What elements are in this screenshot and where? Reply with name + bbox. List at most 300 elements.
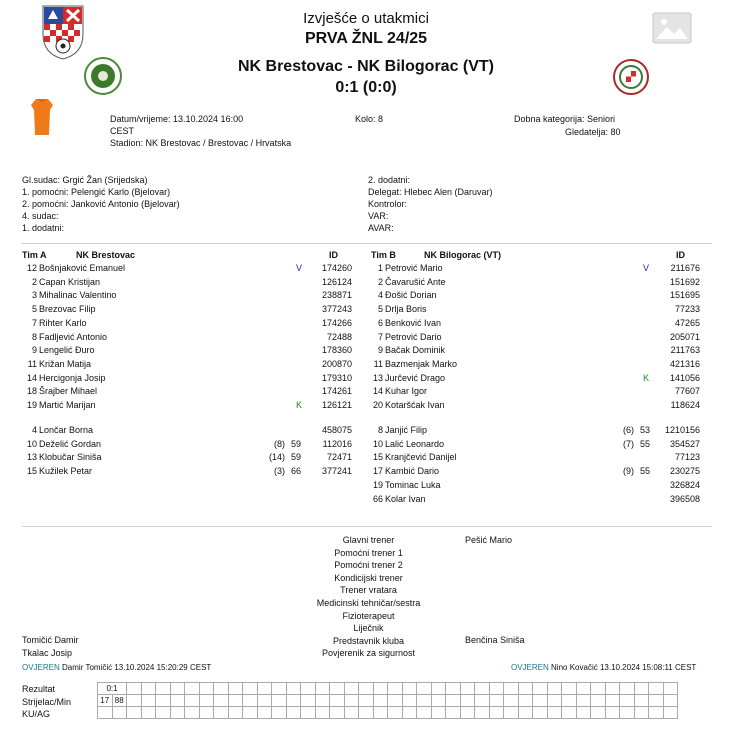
- staff-role: Medicinski tehničar/sestra: [316, 597, 421, 608]
- grid-cell: [417, 683, 432, 695]
- substitute-row: [368, 479, 700, 492]
- player-role-mark: K: [643, 372, 650, 383]
- official-line: AVAR:: [368, 223, 394, 233]
- player-number: 7: [377, 331, 383, 342]
- player-name: Čavarušić Ante: [385, 276, 446, 287]
- player-id: 238871: [321, 290, 352, 301]
- player-name: Rihter Karlo: [39, 317, 87, 328]
- player-name: Kolar Ivan: [385, 493, 426, 504]
- staff-role: Fizioterapeut: [342, 610, 395, 621]
- team-a-label: Tim A: [22, 250, 47, 260]
- grid-cell: [417, 707, 432, 719]
- substitute-row: [22, 451, 352, 464]
- verified-text: Damir Tomičić 13.10.2024 15:20:29 CEST: [62, 663, 212, 672]
- grid-label-result: Rezultat: [22, 684, 56, 694]
- player-id: 118624: [670, 400, 700, 410]
- player-name: Klobučar Siniša: [39, 452, 102, 463]
- security-a: Tkalac Josip: [22, 648, 73, 658]
- official-line: Delegat: Hlebec Alen (Daruvar): [368, 187, 493, 197]
- grid-row: [98, 695, 678, 707]
- player-id: 174266: [321, 317, 352, 328]
- grid-cell: [576, 707, 591, 719]
- match-score: 0:1 (0:0): [335, 79, 397, 96]
- player-id: 126124: [321, 276, 352, 287]
- player-name: Mihalinac Valentino: [39, 290, 117, 301]
- grid-cell: [634, 683, 649, 695]
- player-number: 5: [31, 304, 37, 315]
- player-number: 6: [377, 317, 383, 328]
- grid-cell: [243, 683, 258, 695]
- player-id: 421316: [669, 358, 700, 369]
- grid-cell: [402, 707, 417, 719]
- grid-cell: [533, 683, 548, 695]
- grid-cell: [446, 695, 461, 707]
- staff-role: Predstavnik kluba: [332, 635, 405, 646]
- player-number: 13: [26, 452, 37, 463]
- staff-role: Glavni trener: [342, 535, 395, 545]
- result-grid: [97, 682, 678, 719]
- grid-cell: [185, 683, 200, 695]
- staff-role: Trener vratara: [340, 585, 397, 596]
- player-id: 211676: [670, 263, 700, 273]
- grid-cell: [475, 683, 490, 695]
- grid-cell: [489, 695, 504, 707]
- grid-cell: [460, 683, 475, 695]
- grid-cell: [634, 695, 649, 707]
- grid-cell: [634, 707, 649, 719]
- match-title: NK Brestovac - NK Bilogorac (VT): [237, 58, 495, 75]
- grid-cell: [330, 707, 345, 719]
- player-name: Lengelić Đuro: [39, 345, 95, 356]
- player-name: Križan Matija: [39, 358, 92, 369]
- grid-cell: [591, 683, 606, 695]
- substitute-row: [368, 451, 700, 464]
- player-row: [22, 276, 352, 289]
- grid-cell: [344, 683, 359, 695]
- away-team-logo: [612, 58, 650, 98]
- player-id: 396508: [669, 493, 700, 504]
- grid-cell: [243, 695, 258, 707]
- player-role-mark: V: [643, 263, 650, 273]
- grid-cell: [185, 695, 200, 707]
- grid-cell: [402, 695, 417, 707]
- staff-role: Pomoćni trener 2: [334, 560, 403, 571]
- player-name: Fadljević Antonio: [39, 331, 108, 342]
- official-line: 1. dodatni:: [22, 223, 65, 233]
- player-id: 377241: [321, 466, 352, 477]
- player-name: Kužilek Petar: [39, 466, 93, 477]
- grid-cell: [141, 695, 156, 707]
- divider: [22, 526, 712, 527]
- player-number: 18: [26, 386, 37, 397]
- staff-role: Liječnik: [353, 623, 384, 634]
- player-id: 126121: [321, 400, 352, 410]
- grid-cell: [330, 695, 345, 707]
- player-number: 8: [377, 425, 383, 435]
- grid-cell: [272, 707, 287, 719]
- county-crest-logo: [40, 4, 86, 62]
- grid-cell: [156, 707, 171, 719]
- grid-cell: [620, 683, 635, 695]
- grid-cell: [286, 683, 301, 695]
- grid-cell: [446, 707, 461, 719]
- player-name: Bačak Dominik: [385, 345, 446, 356]
- grid-cell: [547, 683, 562, 695]
- grid-cell: [315, 695, 330, 707]
- player-id: 230275: [669, 466, 700, 477]
- player-name: Đošić Dorian: [385, 290, 437, 301]
- official-line: 1. pomoćni: Pelengić Karlo (Bjelovar): [22, 187, 171, 197]
- grid-cell: [315, 707, 330, 719]
- grid-cell: [286, 695, 301, 707]
- player-id: 141056: [669, 372, 700, 383]
- player-name: Bazmenjak Marko: [385, 358, 458, 369]
- home-team-logo: [84, 57, 122, 97]
- player-row: [368, 331, 700, 344]
- match-datetime: Datum/vrijeme: 13.10.2024 16:00: [110, 114, 244, 124]
- grid-cell: [199, 707, 214, 719]
- player-id: 354527: [669, 438, 700, 449]
- player-row: [22, 399, 352, 412]
- grid-cell: [127, 683, 142, 695]
- player-row: [368, 276, 700, 289]
- grid-cell: [359, 683, 374, 695]
- player-name: Deželić Gordan: [39, 438, 102, 449]
- verification-left: [22, 663, 211, 672]
- grid-cell: [214, 707, 229, 719]
- grid-cell: [504, 707, 519, 719]
- player-id: 178360: [321, 345, 352, 356]
- grid-cell: [489, 683, 504, 695]
- player-row: [368, 358, 700, 371]
- player-number: 10: [26, 438, 37, 449]
- player-number: 3: [31, 290, 37, 301]
- grid-cell: [591, 707, 606, 719]
- grid-cell: [373, 695, 388, 707]
- replaced-player: (8): [274, 438, 285, 449]
- sub-minute: 53: [640, 425, 651, 435]
- player-row: [368, 317, 700, 330]
- player-id: 151692: [669, 276, 700, 287]
- grid-cell: [460, 695, 475, 707]
- player-id: 1210156: [664, 425, 700, 435]
- substitute-row: [22, 438, 352, 451]
- player-row: [22, 331, 352, 344]
- sub-minute: 59: [291, 452, 302, 463]
- player-name: Kuhar Igor: [385, 386, 428, 397]
- substitute-row: [368, 438, 700, 451]
- substitute-row: [368, 424, 700, 437]
- grid-cell: [301, 683, 316, 695]
- grid-cell: [620, 695, 635, 707]
- player-id: 377243: [321, 304, 352, 315]
- substitute-row: [22, 424, 352, 437]
- player-name: Petrović Mario: [385, 263, 443, 273]
- replaced-player: (14): [268, 452, 285, 463]
- verified-tag: OVJEREN: [511, 663, 549, 672]
- team-a-id-header: ID: [329, 250, 338, 260]
- grid-cell: [431, 707, 446, 719]
- player-number: 2: [377, 276, 383, 287]
- grid-cell: [475, 695, 490, 707]
- player-id: 326824: [669, 479, 700, 490]
- team-b-id-header: ID: [676, 250, 685, 260]
- officials-right: [368, 174, 698, 234]
- match-stadium: Stadion: NK Brestovac / Brestovac / Hrvatska: [110, 138, 292, 148]
- grid-cell: [504, 695, 519, 707]
- player-row: [22, 262, 352, 275]
- replaced-player: (7): [623, 438, 634, 449]
- player-number: 19: [26, 400, 37, 410]
- replaced-player: (3): [274, 466, 285, 477]
- grid-cell: [214, 683, 229, 695]
- player-name: Drlja Boris: [385, 304, 427, 315]
- team-b-label: Tim B: [371, 250, 396, 260]
- spectators: Gledatelja: 80: [565, 127, 621, 137]
- grid-cell: [170, 695, 185, 707]
- grid-cell: [605, 695, 620, 707]
- grid-scorer-minute: 88: [112, 695, 127, 707]
- staff-role: Povjerenik za sigurnost: [321, 648, 416, 659]
- player-name: Martić Marijan: [39, 400, 96, 410]
- player-id: 174260: [321, 263, 352, 273]
- replaced-player: (9): [623, 466, 634, 477]
- grid-cell: [562, 683, 577, 695]
- player-name: Jurčević Drago: [385, 372, 446, 383]
- sub-minute: 55: [640, 466, 651, 477]
- team-a-name: NK Brestovac: [76, 250, 136, 260]
- grid-cell: [591, 695, 606, 707]
- grid-cell: [562, 695, 577, 707]
- player-number: 10: [372, 438, 383, 449]
- grid-cell: [330, 683, 345, 695]
- player-number: 11: [27, 358, 37, 369]
- player-name: Tominac Luka: [385, 479, 441, 490]
- player-row: [368, 262, 700, 275]
- player-name: Petrović Dario: [385, 331, 442, 342]
- grid-cell: [243, 707, 258, 719]
- grid-cell: [402, 683, 417, 695]
- verified-text: Nino Kovačić 13.10.2024 15:08:11 CEST: [551, 663, 697, 672]
- grid-cell: [344, 707, 359, 719]
- player-row: [22, 303, 352, 316]
- player-name: Kambić Dario: [385, 466, 440, 477]
- head-coach-b: Pešić Mario: [465, 535, 513, 545]
- club-rep-b: Benčina Siniša: [465, 635, 525, 645]
- sub-minute: 66: [291, 466, 302, 477]
- player-row: [22, 289, 352, 302]
- grid-cell: [649, 695, 664, 707]
- player-number: 7: [31, 317, 37, 328]
- grid-cell: [533, 707, 548, 719]
- officials-left: [22, 174, 352, 234]
- grid-cell: [518, 707, 533, 719]
- grid-cell: [388, 695, 403, 707]
- player-id: 174261: [321, 386, 352, 397]
- player-row: [368, 344, 700, 357]
- grid-cell: [214, 695, 229, 707]
- player-name: Kranjčević Danijel: [385, 452, 457, 463]
- grid-cell: [272, 695, 287, 707]
- player-name: Kotaršćak Ivan: [385, 400, 445, 410]
- substitute-row: [368, 493, 700, 506]
- grid-cell: [301, 695, 316, 707]
- player-role-mark: V: [296, 263, 303, 273]
- player-id: 205071: [669, 331, 700, 342]
- grid-cell: [663, 683, 678, 695]
- player-id: 77607: [674, 386, 700, 397]
- player-number: 5: [377, 304, 383, 315]
- grid-cell: [518, 695, 533, 707]
- grid-cell: [518, 683, 533, 695]
- player-name: Lončar Borna: [39, 425, 94, 435]
- player-name: Benković Ivan: [385, 317, 442, 328]
- grid-cell: [98, 707, 113, 719]
- player-row: [368, 372, 700, 385]
- player-number: 20: [372, 400, 383, 410]
- report-title: Izvješće o utakmici: [303, 10, 429, 27]
- player-row: [22, 385, 352, 398]
- grid-result: 0:1: [98, 683, 127, 695]
- grid-cell: [576, 695, 591, 707]
- grid-cell: [127, 707, 142, 719]
- grid-scorer-number: 17: [98, 695, 113, 707]
- grid-cell: [605, 683, 620, 695]
- player-row: [22, 344, 352, 357]
- staff-roles: [286, 534, 451, 660]
- grid-cell: [663, 707, 678, 719]
- player-name: Lalić Leonardo: [385, 438, 445, 449]
- official-line: 2. dodatni:: [368, 175, 411, 185]
- player-number: 4: [31, 425, 37, 435]
- grid-cell: [199, 695, 214, 707]
- grid-cell: [257, 695, 272, 707]
- player-number: 17: [372, 466, 383, 477]
- grid-cell: [228, 683, 243, 695]
- player-id: 72471: [326, 452, 352, 463]
- verification-right: [511, 663, 696, 672]
- player-id: 458075: [321, 425, 352, 435]
- grid-cell: [649, 683, 664, 695]
- grid-cell: [141, 707, 156, 719]
- grid-cell: [446, 683, 461, 695]
- player-row: [22, 358, 352, 371]
- player-id: 151695: [669, 290, 700, 301]
- grid-cell: [257, 707, 272, 719]
- player-id: 200870: [321, 358, 352, 369]
- grid-cell: [185, 707, 200, 719]
- player-number: 14: [372, 386, 383, 397]
- grid-cell: [359, 695, 374, 707]
- grid-cell: [562, 707, 577, 719]
- competition-title: PRVA ŽNL 24/25: [304, 30, 428, 47]
- player-row: [368, 303, 700, 316]
- player-row: [22, 372, 352, 385]
- grid-cell: [605, 707, 620, 719]
- grid-cell: [257, 683, 272, 695]
- grid-row: [98, 683, 678, 695]
- grid-row: [98, 707, 678, 719]
- grid-cell: [141, 683, 156, 695]
- grid-cell: [228, 695, 243, 707]
- player-id: 179310: [321, 372, 352, 383]
- grid-cell: [489, 707, 504, 719]
- player-number: 9: [31, 345, 37, 356]
- grid-cell: [170, 707, 185, 719]
- player-row: [368, 289, 700, 302]
- player-id: 77123: [674, 452, 700, 463]
- player-number: 19: [372, 479, 383, 490]
- match-timezone: CEST: [110, 126, 135, 136]
- official-line: Kontrolor:: [368, 199, 408, 209]
- player-number: 15: [372, 452, 383, 463]
- grid-label-scorer: Strijelac/Min: [22, 697, 72, 707]
- player-number: 4: [377, 290, 383, 301]
- player-number: 15: [26, 466, 37, 477]
- staff-role: Kondicijski trener: [334, 572, 403, 583]
- grid-cell: [156, 683, 171, 695]
- replaced-player: (6): [623, 425, 634, 435]
- grid-label-cards: KU/AG: [22, 709, 51, 719]
- player-id: 112016: [322, 438, 352, 449]
- grid-cell: [417, 695, 432, 707]
- grid-cell: [547, 695, 562, 707]
- player-number: 12: [26, 263, 37, 273]
- grid-cell: [373, 707, 388, 719]
- grid-cell: [373, 683, 388, 695]
- official-line: 4. sudac:: [22, 211, 59, 221]
- player-id: 47265: [674, 317, 700, 328]
- sub-minute: 59: [291, 438, 302, 449]
- player-id: 211763: [670, 345, 700, 356]
- player-name: Capan Kristijan: [39, 276, 101, 287]
- divider: [22, 243, 712, 244]
- player-name: Janjić Filip: [385, 425, 428, 435]
- official-line: 2. pomoćni: Janković Antonio (Bjelovar): [22, 199, 180, 209]
- grid-cell: [504, 683, 519, 695]
- player-name: Brezovac Filip: [39, 304, 96, 315]
- grid-cell: [156, 695, 171, 707]
- player-name: Bošnjaković Emanuel: [39, 263, 126, 273]
- grid-cell: [576, 683, 591, 695]
- grid-cell: [286, 707, 301, 719]
- player-row: [368, 385, 700, 398]
- age-category: Dobna kategorija: Seniori: [514, 114, 616, 124]
- team-b-name: NK Bilogorac (VT): [424, 250, 502, 260]
- grid-cell: [127, 695, 142, 707]
- player-number: 9: [377, 345, 383, 356]
- verified-tag: OVJEREN: [22, 663, 60, 672]
- substitute-row: [22, 465, 352, 478]
- player-number: 11: [373, 358, 383, 369]
- grid-cell: [431, 683, 446, 695]
- grid-cell: [315, 683, 330, 695]
- grid-cell: [228, 707, 243, 719]
- player-id: 77233: [674, 304, 700, 315]
- grid-cell: [359, 707, 374, 719]
- image-placeholder-icon: [652, 12, 692, 46]
- staff-role: Pomoćni trener 1: [334, 547, 403, 558]
- sub-minute: 55: [640, 438, 651, 449]
- player-number: 8: [31, 331, 37, 342]
- grid-cell: [112, 707, 127, 719]
- player-row: [368, 399, 700, 412]
- substitute-row: [368, 465, 700, 478]
- grid-cell: [620, 707, 635, 719]
- grid-cell: [649, 707, 664, 719]
- player-number: 14: [26, 372, 37, 383]
- player-number: 13: [372, 372, 383, 383]
